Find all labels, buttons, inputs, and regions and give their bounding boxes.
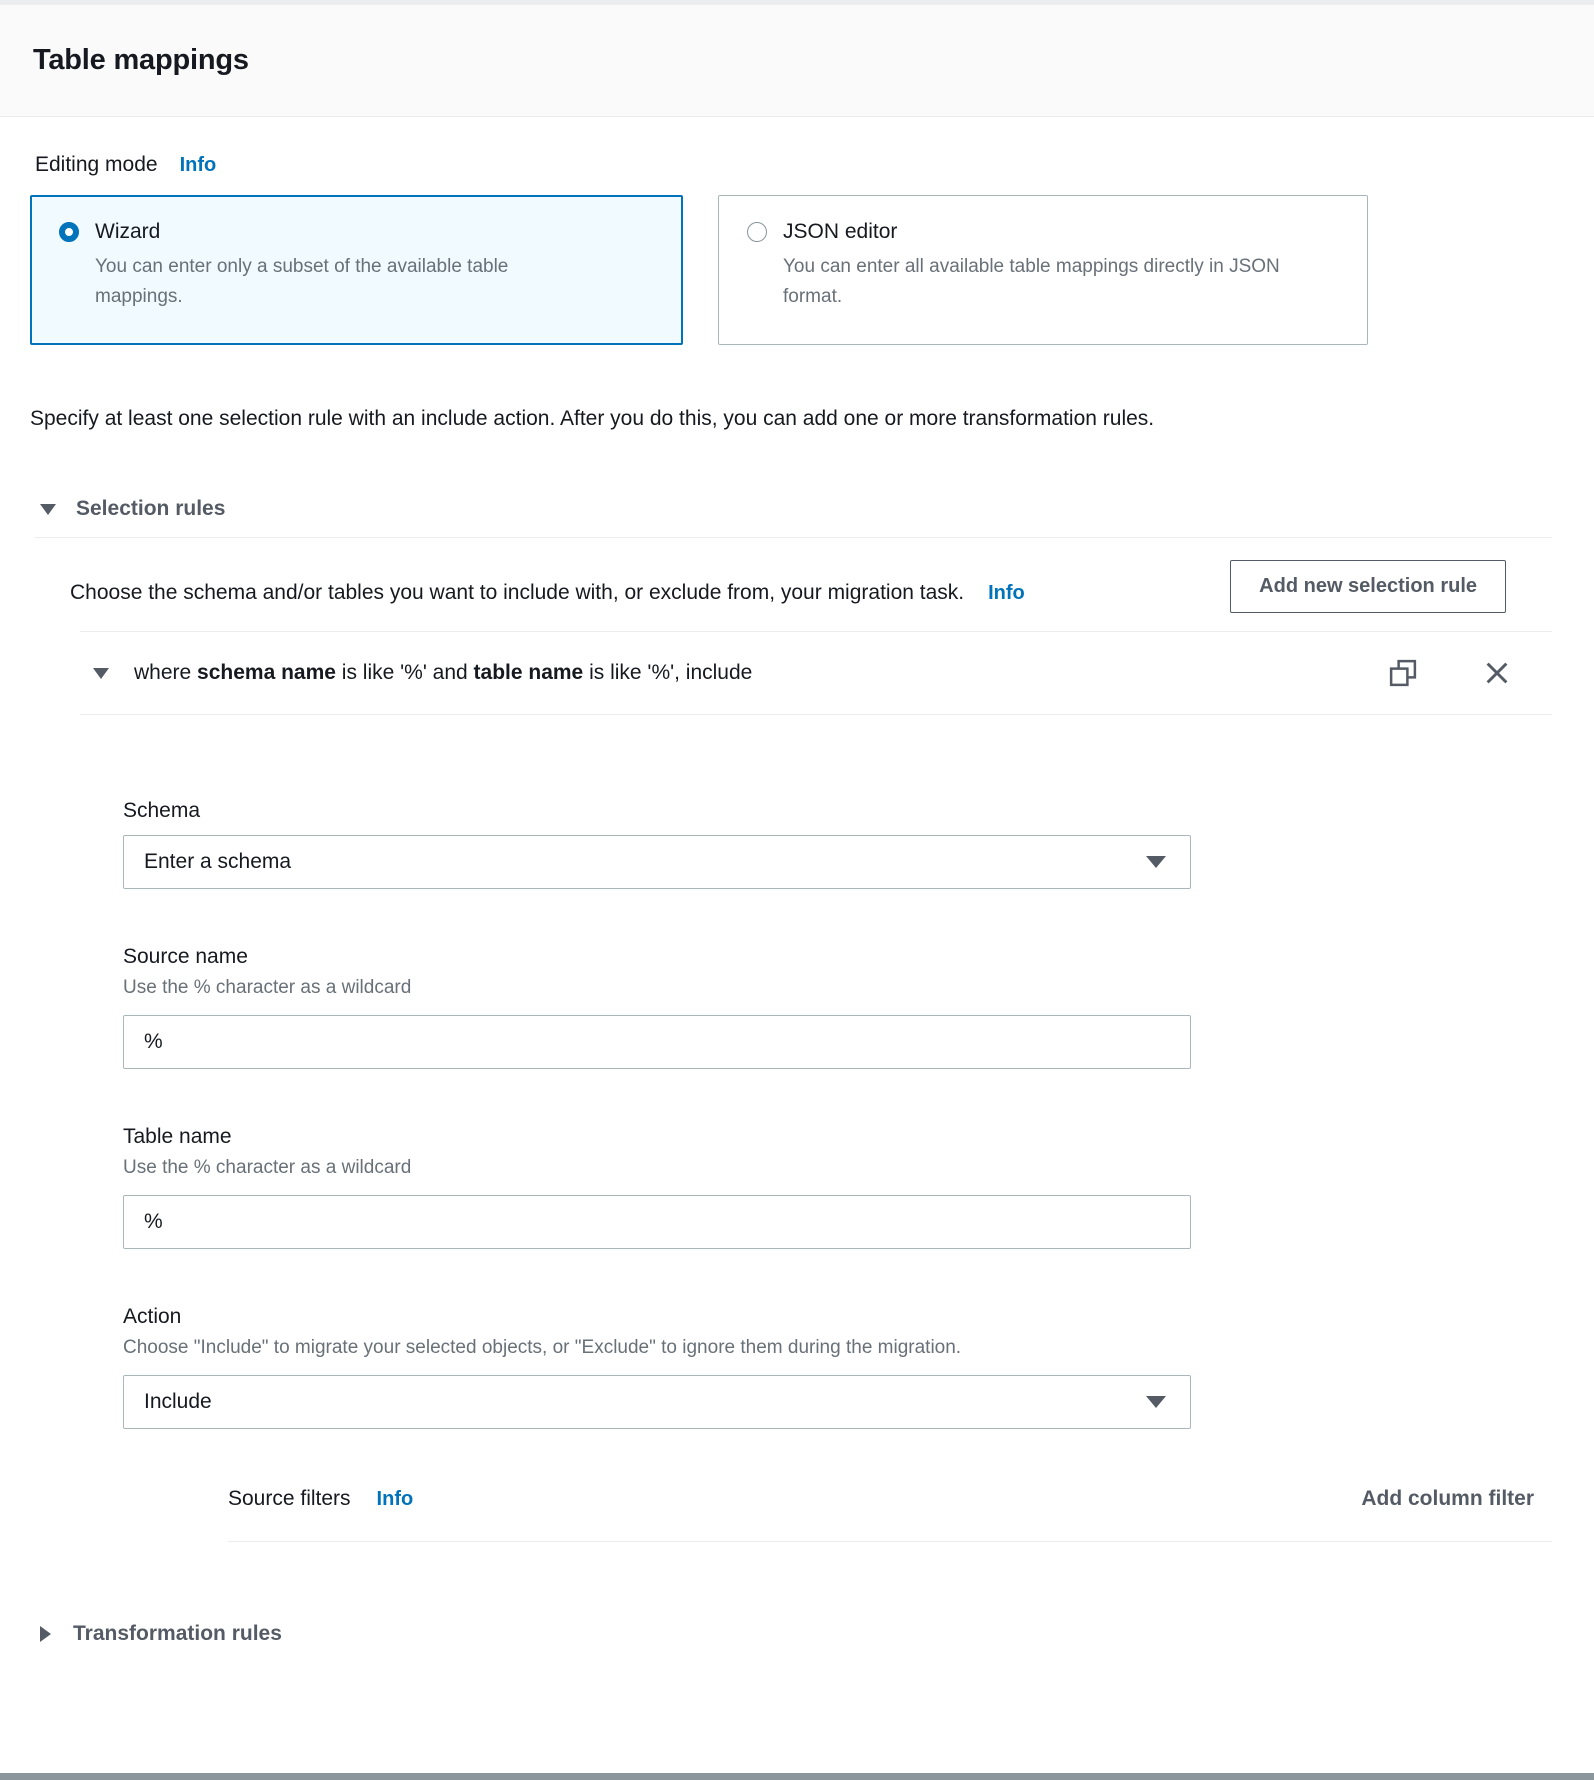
chevron-down-icon <box>40 504 56 515</box>
transformation-rules-expander[interactable] <box>40 1622 1594 1646</box>
panel-header <box>0 0 1594 117</box>
copy-rule-icon[interactable] <box>1388 658 1418 688</box>
divider <box>228 1541 1552 1542</box>
rule-summary[interactable]: where schema name is like '%' and table name is like '%', include <box>134 661 753 684</box>
selection-rules-expander[interactable] <box>40 497 1594 521</box>
selection-rules-description: Choose the schema and/or tables you want to include with, or exclude from, your migration task. Info <box>70 581 1025 604</box>
wizard-option-title: Wizard <box>95 220 161 243</box>
add-selection-rule-button[interactable]: Add new selection rule <box>1230 560 1506 613</box>
source-name-hint: Use the % character as a wildcard <box>123 977 412 998</box>
json-editor-option-description: You can enter all available table mappings directly in JSON format. <box>783 256 1280 307</box>
wizard-option-description: You can enter only a subset of the available table mappings. <box>95 256 509 307</box>
table-name-input[interactable] <box>123 1195 1191 1249</box>
json-editor-radio-icon[interactable] <box>747 222 767 242</box>
intro-text: Specify at least one selection rule with an include action. After you do this, you can add one or more transformation rules. <box>30 407 1155 430</box>
editing-mode-options <box>30 195 1594 345</box>
chevron-down-icon <box>1146 856 1166 868</box>
table-name-label: Table name <box>123 1125 232 1148</box>
table-name-hint: Use the % character as a wildcard <box>123 1157 412 1178</box>
editing-mode-label: Editing mode <box>35 153 158 176</box>
panel-bottom-edge <box>0 1773 1594 1780</box>
divider <box>35 537 1552 538</box>
editing-mode-option-wizard[interactable] <box>30 195 683 345</box>
source-name-input[interactable] <box>123 1015 1191 1069</box>
editing-mode-option-json-editor[interactable] <box>718 195 1368 345</box>
selection-rules-info-link[interactable]: Info <box>988 582 1025 604</box>
delete-rule-icon[interactable] <box>1482 658 1512 688</box>
page-title: Table mappings <box>33 44 249 76</box>
rule-chevron-down-icon[interactable] <box>93 668 109 679</box>
action-select[interactable] <box>123 1375 1191 1429</box>
transformation-rules-title: Transformation rules <box>73 1622 282 1645</box>
selection-rule-form <box>123 799 1191 1429</box>
schema-label: Schema <box>123 799 201 822</box>
selection-rule-row <box>93 632 1552 714</box>
divider <box>80 714 1552 715</box>
add-column-filter-button[interactable]: Add column filter <box>1361 1487 1534 1510</box>
wizard-radio-icon[interactable] <box>59 222 79 242</box>
source-filters-info-link[interactable]: Info <box>376 1488 414 1510</box>
schema-select[interactable] <box>123 835 1191 889</box>
selection-rules-title: Selection rules <box>76 497 226 520</box>
action-select-value: Include <box>144 1390 212 1413</box>
json-editor-option-title: JSON editor <box>783 220 898 243</box>
schema-select-value: Enter a schema <box>144 850 292 873</box>
source-filters-label: Source filters <box>228 1487 351 1510</box>
editing-mode-info-link[interactable]: Info <box>179 154 217 176</box>
action-hint: Choose "Include" to migrate your selected objects, or "Exclude" to ignore them during the migration. <box>123 1337 962 1358</box>
source-name-label: Source name <box>123 945 248 968</box>
action-label: Action <box>123 1305 182 1328</box>
chevron-right-icon <box>40 1626 51 1642</box>
chevron-down-icon <box>1146 1396 1166 1408</box>
